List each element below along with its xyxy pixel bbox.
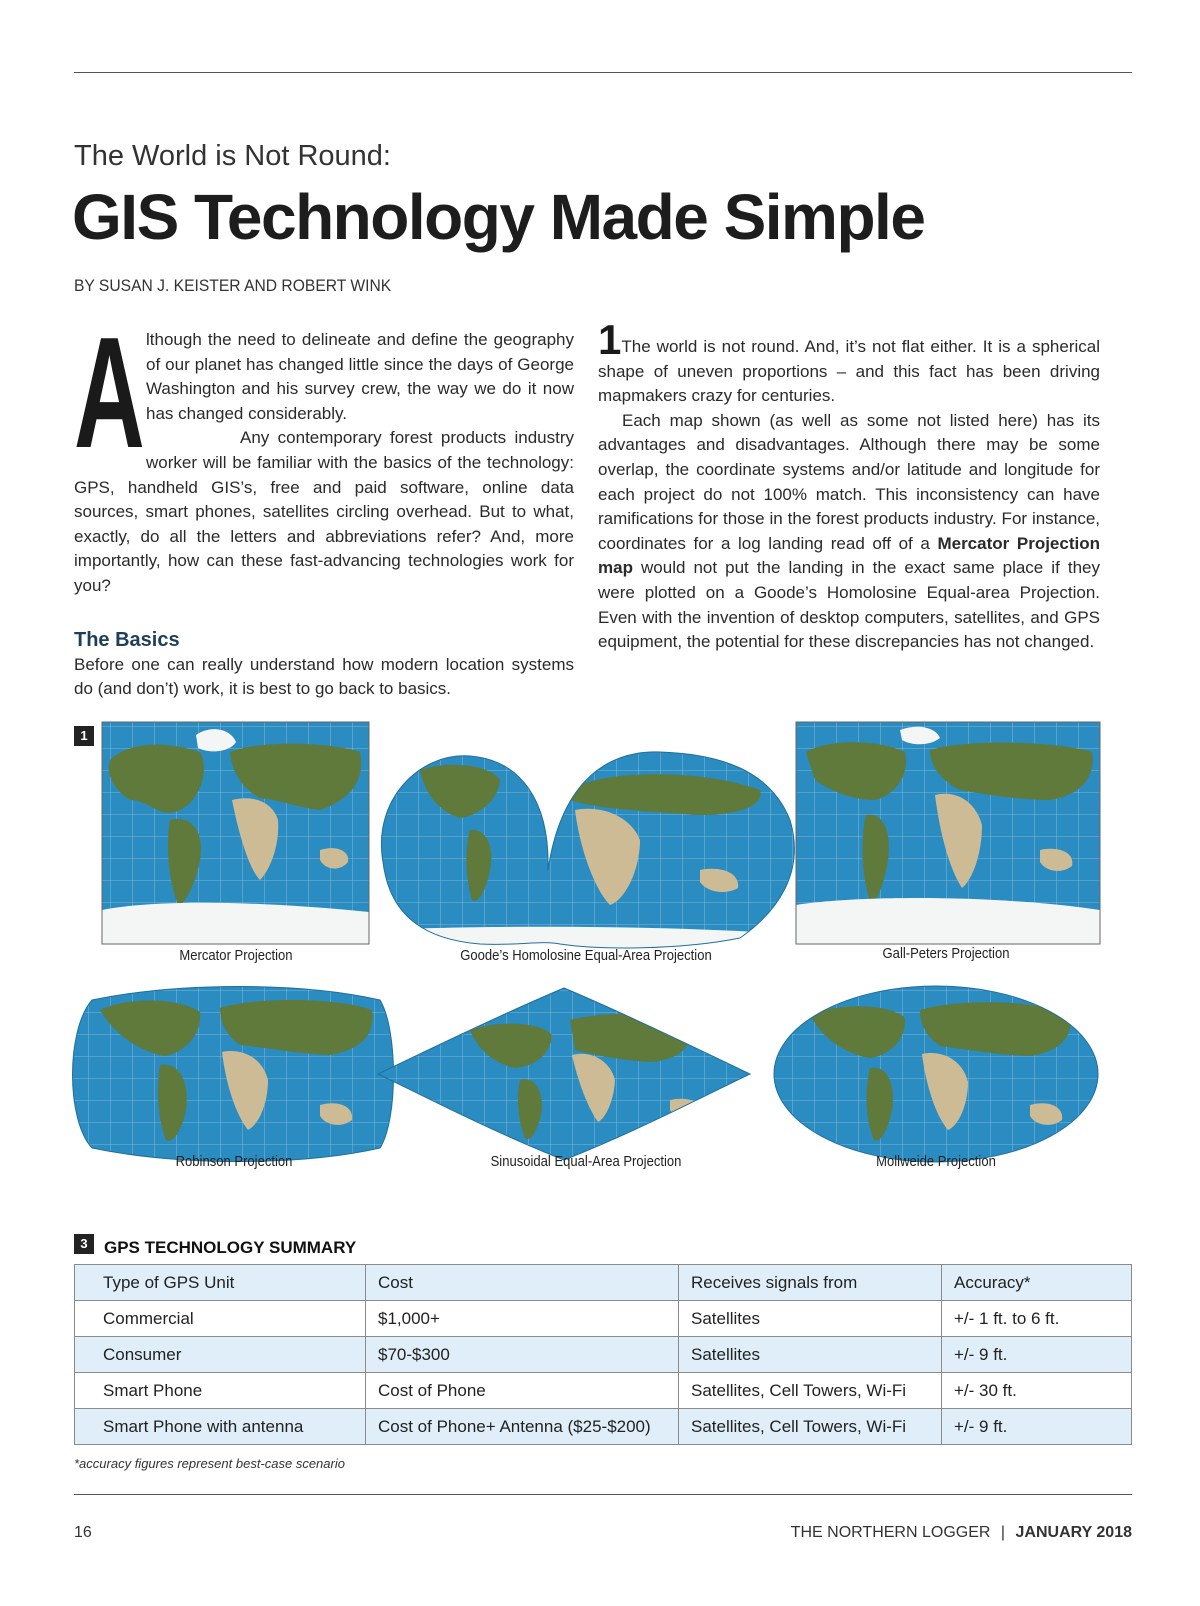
caption-gall-peters: Gall-Peters Projection xyxy=(882,946,1010,962)
table-footnote: *accuracy figures represent best-case scenario xyxy=(74,1456,345,1471)
section-number: 1 xyxy=(598,316,622,363)
table-cell: Cost of Phone+ Antenna ($25-$200) xyxy=(366,1409,679,1445)
body-paragraph-2: Any contemporary forest products industry worker will be familiar with the basics of the technology: GPS, handheld GIS’s, free and paid software, online data sources, smart phones, satellites circling overhead. But to what, exactly, do all the letters and abbreviations refer? And, more importantly, how can these fast-advancing technologies work for you? xyxy=(74,428,574,595)
publication-name: THE NORTHERN LOGGER xyxy=(790,1524,991,1541)
table-row xyxy=(75,1409,1132,1445)
footer-masthead xyxy=(791,1524,1132,1542)
table-cell: Smart Phone xyxy=(75,1373,366,1409)
bottom-rule xyxy=(74,1494,1132,1495)
caption-robinson: Robinson Projection xyxy=(175,1154,293,1170)
table-row xyxy=(75,1337,1132,1373)
intro-paragraph: lthough the need to delineate and define the geography of our planet has changed little since the days of George Washington and his survey crew, the way we do it now has changed considerably. xyxy=(146,330,574,423)
table-header-cell: Type of GPS Unit xyxy=(75,1265,366,1301)
caption-sinusoidal: Sinusoidal Equal-Area Projection xyxy=(490,1154,682,1170)
table-cell: Satellites, Cell Towers, Wi-Fi xyxy=(679,1373,942,1409)
table-cell: $70-$300 xyxy=(366,1337,679,1373)
gall-peters-map xyxy=(796,722,1100,944)
table-cell: Satellites, Cell Towers, Wi-Fi xyxy=(679,1409,942,1445)
table-title: GPS TECHNOLOGY SUMMARY xyxy=(104,1238,357,1257)
figure-badge: 1 xyxy=(74,726,94,746)
article-headline: GIS Technology Made Simple xyxy=(72,181,925,253)
page-number: 16 xyxy=(74,1524,92,1541)
right-paragraph-1: The world is not round. And, it’s not flat either. It is a spherical shape of uneven proportions – and this fact has been driving mapmakers crazy for centuries. xyxy=(598,337,1100,406)
issue-date: JANUARY 2018 xyxy=(1015,1524,1132,1541)
table-cell: +/- 1 ft. to 6 ft. xyxy=(942,1301,1132,1337)
body-paragraph-3: Before one can really understand how modern location systems do (and don’t) work, it is best to go back to basics. xyxy=(74,654,574,699)
table-cell: +/- 9 ft. xyxy=(942,1409,1132,1445)
footer-separator: | xyxy=(1000,1524,1006,1541)
table-header-row xyxy=(75,1265,1132,1301)
mercator-map xyxy=(102,722,369,944)
section-subhead: The Basics xyxy=(74,628,180,651)
caption-mercator: Mercator Projection xyxy=(179,948,293,964)
table-row xyxy=(75,1301,1132,1337)
table-row xyxy=(75,1373,1132,1409)
table-cell: Commercial xyxy=(75,1301,366,1337)
goode-map xyxy=(370,745,800,955)
table-cell: $1,000+ xyxy=(366,1301,679,1337)
table-cell: Consumer xyxy=(75,1337,366,1373)
table-cell: Cost of Phone xyxy=(366,1373,679,1409)
table-header-cell: Receives signals from xyxy=(679,1265,942,1301)
table-cell: +/- 30 ft. xyxy=(942,1373,1132,1409)
table-cell: +/- 9 ft. xyxy=(942,1337,1132,1373)
article-kicker: The World is Not Round: xyxy=(74,140,391,172)
drop-cap: A xyxy=(74,305,145,481)
robinson-map xyxy=(66,980,402,1170)
table-badge: 3 xyxy=(74,1234,94,1254)
table-header-cell: Cost xyxy=(366,1265,679,1301)
gps-summary-table xyxy=(74,1264,1132,1445)
sinusoidal-map xyxy=(376,985,754,1165)
mercator-bold-term: Mercator Projection map xyxy=(598,533,1100,578)
caption-mollweide: Mollweide Projection xyxy=(876,1154,996,1170)
table-cell: Smart Phone with antenna xyxy=(75,1409,366,1445)
table-header-cell: Accuracy* xyxy=(942,1265,1132,1301)
caption-goode: Goode’s Homolosine Equal-Area Projection xyxy=(460,948,712,964)
table-cell: Satellites xyxy=(679,1337,942,1373)
table-cell: Satellites xyxy=(679,1301,942,1337)
article-byline: BY SUSAN J. KEISTER AND ROBERT WINK xyxy=(74,276,392,295)
right-paragraph-2: Each map shown (as well as some not listed here) has its advantages and disadvantages. Although there may be some overlap, the coordinate systems and/or latitude and longitude for each project do not 100% match. This inconsistency can have ramifications for those in the forest products industry. For instance, coordinates for a log landing read off of a Mercator Projection map would not put the landing in the exact same place if they were plotted on a Goode’s Homolosine Equal-area Projection. Even with the invention of desktop computers, satellites, and GPS equipment, the potential for these discrepancies has not changed. xyxy=(598,410,1100,652)
